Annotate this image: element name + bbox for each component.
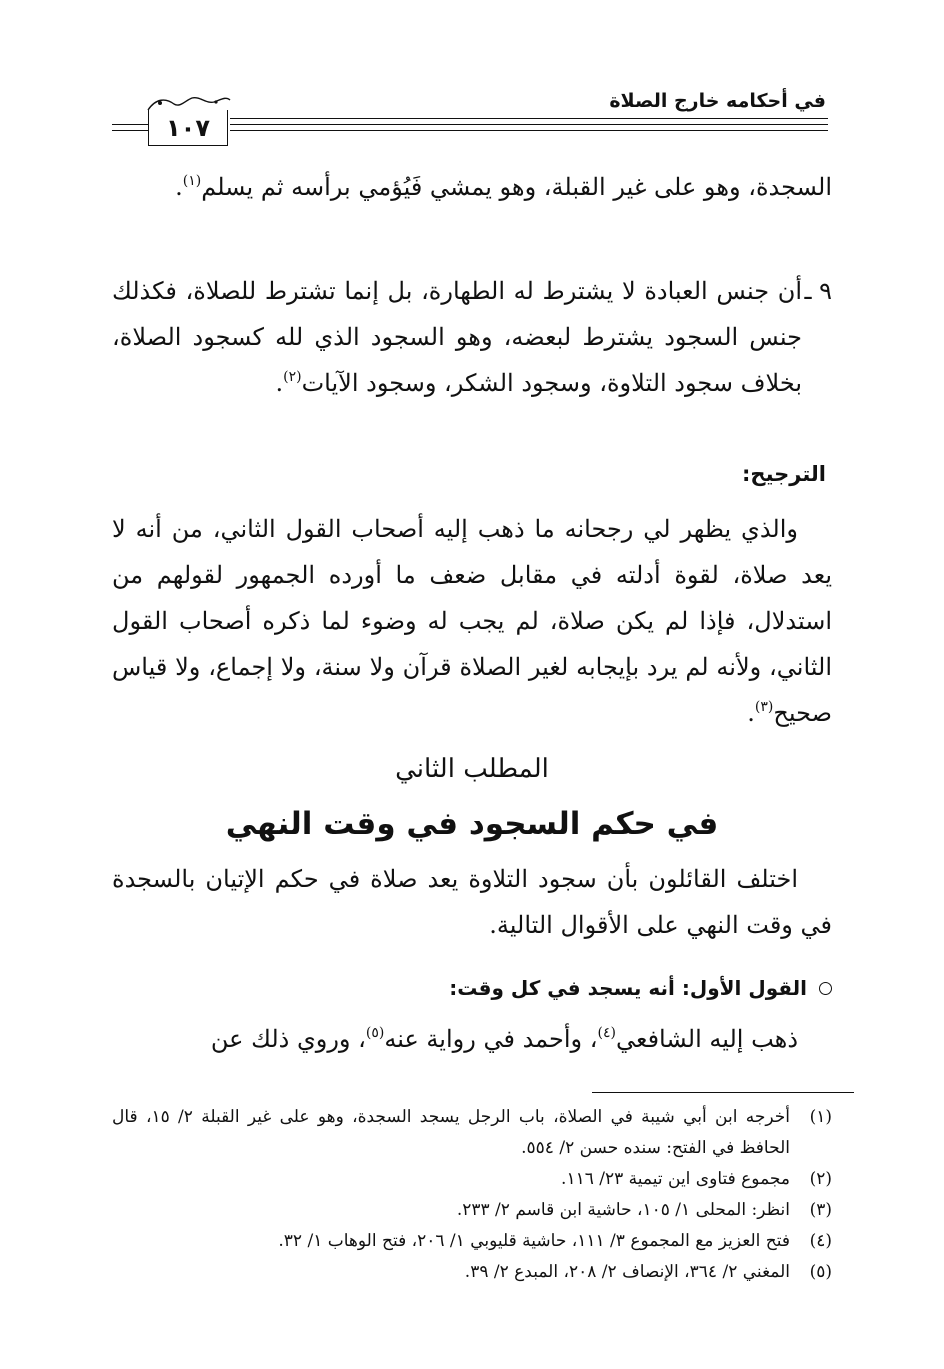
paragraph-text: اختلف القائلون بأن سجود التلاوة يعد صلاة في حكم الإتيان بالسجدة في وقت النهي على الأقوال التالية.: [112, 865, 832, 939]
header-rule-left-a: [112, 124, 148, 125]
last-paragraph: [112, 1016, 832, 1062]
page-number-box: [148, 110, 228, 146]
intro-paragraph: [112, 856, 832, 948]
footnote-ref: (١): [182, 173, 202, 189]
footnote-number: (٢): [809, 1169, 832, 1189]
section-title: في حكم السجود في وقت النهي: [225, 806, 719, 842]
footnote-number: (٣): [809, 1200, 832, 1220]
footnote-text: أخرجه ابن أبي شيبة في الصلاة، باب الرجل يسجد السجدة، وهو على غير القبلة ٢/ ١٥، قال الحافظ في الفتح: سنده حسن ٢/ ٥٥٤.: [112, 1107, 790, 1158]
header-rule-bottom: [230, 130, 828, 131]
footnote-text: مجموع فتاوى اين تيمية ٢٣/ ١١٦.: [561, 1169, 790, 1189]
footnote: [112, 1257, 832, 1288]
footnote-ref: (٥): [365, 1025, 385, 1041]
footnote-ref: (٤): [597, 1025, 616, 1041]
running-title: في أحكامه خارج الصلاة: [609, 90, 826, 112]
footnote: [112, 1195, 832, 1226]
header-rule-left-b: [112, 130, 148, 131]
footnote-ref: (٣): [754, 699, 774, 715]
opinion-heading-text: القول الأول: أنه يسجد في كل وقت:: [449, 976, 807, 1000]
footnote-number: (٤): [809, 1231, 832, 1251]
footnote-number: (١): [809, 1107, 832, 1127]
list-item-number: ٩ ـ: [804, 277, 832, 305]
footnote-text: انظر: المحلى ١/ ١٠٥، حاشية ابن قاسم ٢/ ٢٣٣.: [456, 1200, 790, 1220]
section-label: المطلب الثاني: [395, 754, 549, 784]
list-item-text: أن جنس العبادة لا يشترط له الطهارة، بل إنما تشترط للصلاة، فكذلك جنس السجود يشترط لبعضه، وهو السجود الذي لله كسجود الصلاة، بخلاف سجود التلاوة، وسجود الشكر، وسجود الآيات: [112, 277, 802, 397]
footnote: [112, 1226, 832, 1257]
tarjih-paragraph: والذي يظهر لي رجحانه ما ذهب إليه أصحاب القول الثاني، من أنه لا يعد صلاة، لقوة أدلته في مقابل ضعف ما أورده الجمهور لقولهم من استدلال، فإذا لم يكن صلاة، لم يجب له وضوء لما ذكره أصحاب القول الثاني، ولأنه لم يرد بإيجابه لغير الصلاة قرآن ولا سنة، ولا إجماع، ولا قياس صحيح$^{(٣)}$.: [112, 515, 833, 727]
paragraph-text: والذي يظهر لي رجحانه ما ذهب إليه أصحاب القول الثاني، من أنه لا يعد صلاة، لقوة أدلته في مقابل ضعف ما أورده الجمهور لقولهم من استدلال، فإذا لم يكن صلاة، لم يجب له وضوء لما ذكره أصحاب القول الثاني، ولأنه لم يرد بإيجابه لغير الصلاة قرآن ولا سنة، ولا إجماع، ولا قياس صحيح: [112, 515, 833, 727]
paragraph-text: ذهب إليه الشافعي: [615, 1025, 798, 1053]
footnote-number: (٥): [809, 1262, 832, 1282]
footnote: [112, 1102, 832, 1164]
footnote-ref: (٢): [283, 369, 302, 385]
circle-bullet-icon: [819, 982, 832, 995]
header-rule-mid: [230, 124, 828, 125]
paragraph-text: ، وروي ذلك عن: [210, 1025, 366, 1053]
footnote-separator: [592, 1092, 854, 1093]
footnotes: [112, 1102, 832, 1288]
footnote: [112, 1164, 832, 1195]
opinion-heading: [449, 976, 832, 1000]
paragraph-text: ، وأحمد في رواية عنه: [384, 1025, 598, 1053]
list-item-9: ٩ ـ أن جنس العبادة لا يشترط له الطهارة، بل إنما تشترط للصلاة، فكذلك جنس السجود يشترط لبعضه، وهو السجود الذي لله كسجود الصلاة، بخلاف سجود التلاوة، وسجود الشكر، وسجود الآيات$^{(٢)}$.: [112, 268, 832, 406]
paragraph-continuation: السجدة، وهو على غير القبلة، وهو يمشي فَيُؤمي برأسه ثم يسلم$^{(١)}$.: [175, 173, 832, 201]
header-rule-top: [230, 118, 828, 119]
page-number: ١٠٧: [166, 113, 210, 142]
tarjih-heading: الترجيح:: [742, 462, 826, 486]
footnote-text: فتح العزيز مع المجموع ٣/ ١١١، حاشية قليوبي ١/ ٢٠٦، فتح الوهاب ١/ ٣٢.: [278, 1231, 790, 1251]
paragraph-text: السجدة، وهو على غير القبلة، وهو يمشي فَيُؤمي برأسه ثم يسلم: [201, 173, 832, 201]
footnote-text: المغني ٢/ ٣٦٤، الإنصاف ٢/ ٢٠٨، المبدع ٢/ ٣٩.: [464, 1262, 790, 1282]
